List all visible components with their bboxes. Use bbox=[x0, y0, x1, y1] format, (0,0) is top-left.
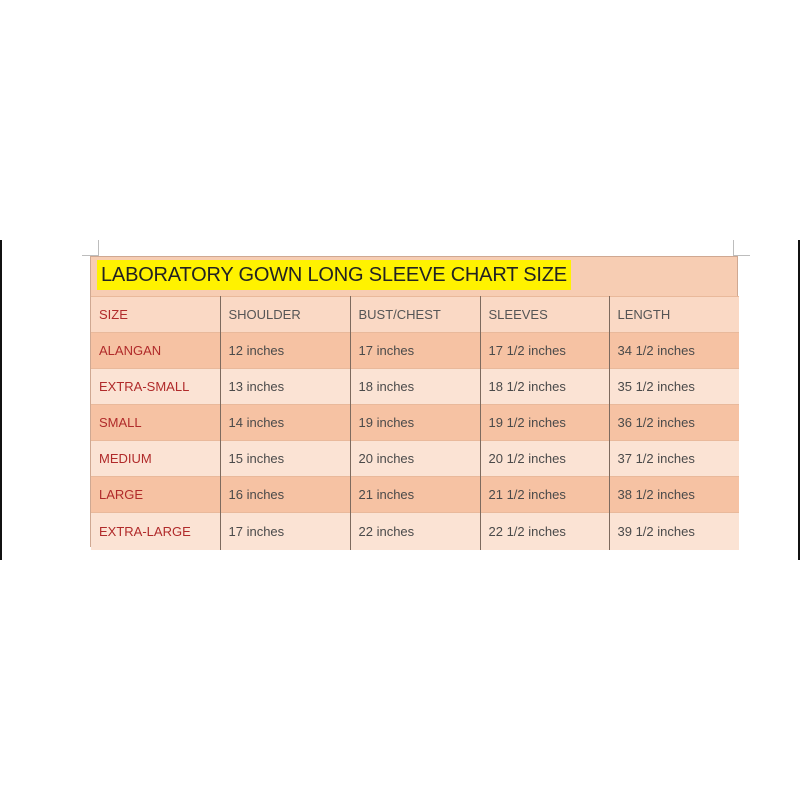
length-cell: 36 1/2 inches bbox=[609, 405, 739, 441]
length-cell: 38 1/2 inches bbox=[609, 477, 739, 513]
length-cell: 34 1/2 inches bbox=[609, 333, 739, 369]
crop-mark bbox=[98, 240, 99, 256]
table-row bbox=[91, 441, 739, 477]
sleeves-cell: 18 1/2 inches bbox=[480, 369, 609, 405]
shoulder-cell: 14 inches bbox=[220, 405, 350, 441]
bust-cell: 17 inches bbox=[350, 333, 480, 369]
table-row bbox=[91, 477, 739, 513]
header-size: SIZE bbox=[91, 297, 220, 333]
sleeves-cell: 19 1/2 inches bbox=[480, 405, 609, 441]
bust-cell: 22 inches bbox=[350, 513, 480, 551]
size-cell: MEDIUM bbox=[91, 441, 220, 477]
size-cell: SMALL bbox=[91, 405, 220, 441]
table-row bbox=[91, 333, 739, 369]
bust-cell: 18 inches bbox=[350, 369, 480, 405]
table-header-row bbox=[91, 297, 739, 333]
table-row bbox=[91, 405, 739, 441]
sleeves-cell: 21 1/2 inches bbox=[480, 477, 609, 513]
header-bust-chest: BUST/CHEST bbox=[350, 297, 480, 333]
bust-cell: 21 inches bbox=[350, 477, 480, 513]
header-sleeves: SLEEVES bbox=[480, 297, 609, 333]
chart-title: LABORATORY GOWN LONG SLEEVE CHART SIZE bbox=[97, 260, 571, 290]
length-cell: 35 1/2 inches bbox=[609, 369, 739, 405]
crop-mark bbox=[733, 240, 734, 256]
size-table bbox=[91, 296, 739, 550]
bust-cell: 20 inches bbox=[350, 441, 480, 477]
shoulder-cell: 17 inches bbox=[220, 513, 350, 551]
header-length: LENGTH bbox=[609, 297, 739, 333]
size-chart bbox=[90, 256, 738, 547]
table-row bbox=[91, 513, 739, 551]
header-shoulder: SHOULDER bbox=[220, 297, 350, 333]
length-cell: 37 1/2 inches bbox=[609, 441, 739, 477]
shoulder-cell: 16 inches bbox=[220, 477, 350, 513]
size-cell: LARGE bbox=[91, 477, 220, 513]
sleeves-cell: 17 1/2 inches bbox=[480, 333, 609, 369]
size-cell: EXTRA-SMALL bbox=[91, 369, 220, 405]
sleeves-cell: 22 1/2 inches bbox=[480, 513, 609, 551]
shoulder-cell: 12 inches bbox=[220, 333, 350, 369]
length-cell: 39 1/2 inches bbox=[609, 513, 739, 551]
left-frame-edge bbox=[0, 240, 2, 560]
bust-cell: 19 inches bbox=[350, 405, 480, 441]
table-row bbox=[91, 369, 739, 405]
sleeves-cell: 20 1/2 inches bbox=[480, 441, 609, 477]
title-band bbox=[91, 257, 737, 296]
shoulder-cell: 13 inches bbox=[220, 369, 350, 405]
shoulder-cell: 15 inches bbox=[220, 441, 350, 477]
size-cell: ALANGAN bbox=[91, 333, 220, 369]
size-cell: EXTRA-LARGE bbox=[91, 513, 220, 551]
